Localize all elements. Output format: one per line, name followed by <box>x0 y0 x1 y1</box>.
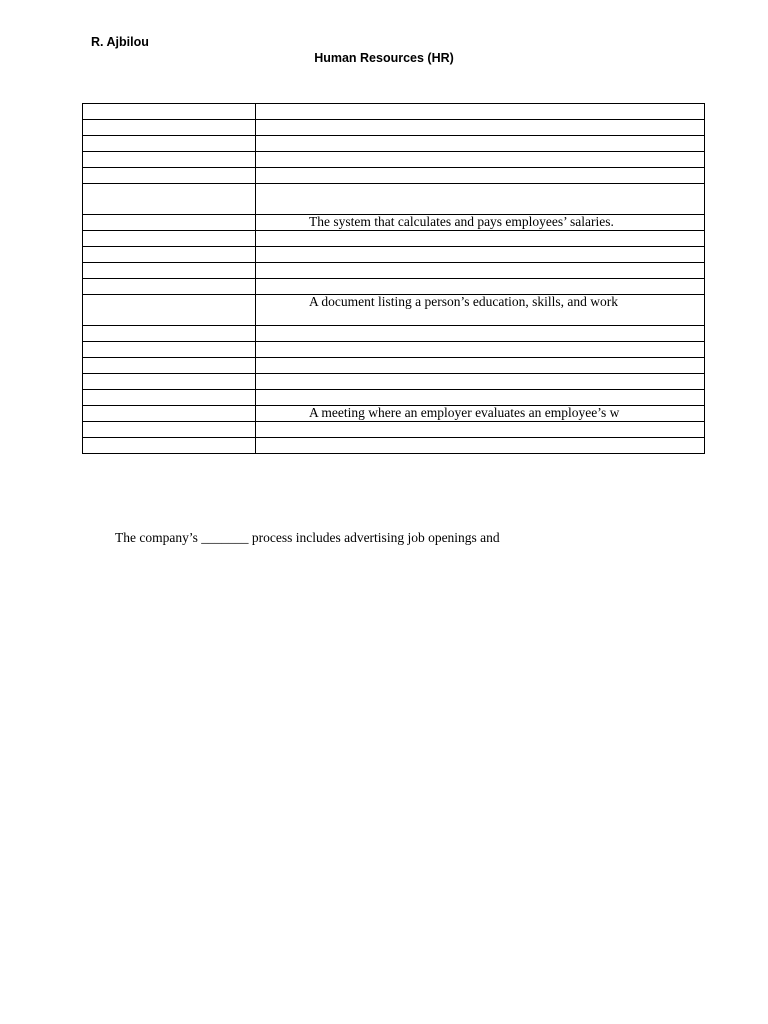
definition-cell <box>256 326 705 342</box>
term-cell <box>83 358 256 374</box>
table-row <box>83 374 705 390</box>
definition-cell <box>256 136 705 152</box>
definition-cell <box>256 247 705 263</box>
term-cell <box>83 295 256 326</box>
definition-cell <box>256 374 705 390</box>
author-name: R. Ajbilou <box>91 35 149 49</box>
definition-cell <box>256 168 705 184</box>
definition-cell <box>256 184 705 215</box>
table-row <box>83 247 705 263</box>
definition-cell <box>256 279 705 295</box>
table-row <box>83 136 705 152</box>
table-row <box>83 279 705 295</box>
table-row <box>83 390 705 406</box>
table-row <box>83 422 705 438</box>
table-row <box>83 184 705 215</box>
vocabulary-table <box>82 103 705 454</box>
term-cell <box>83 104 256 120</box>
term-cell <box>83 374 256 390</box>
term-cell <box>83 263 256 279</box>
table-row <box>83 120 705 136</box>
definition-cell <box>256 295 705 326</box>
definition-cell <box>256 215 705 231</box>
definition-cell <box>256 231 705 247</box>
definition-cell <box>256 120 705 136</box>
term-cell <box>83 231 256 247</box>
table-row <box>83 263 705 279</box>
term-cell <box>83 326 256 342</box>
term-cell <box>83 279 256 295</box>
term-cell <box>83 390 256 406</box>
term-cell <box>83 342 256 358</box>
definition-cell <box>256 422 705 438</box>
table-row <box>83 406 705 422</box>
definition-text: A meeting where an employer evaluates an employee’s w <box>309 405 620 420</box>
definition-cell <box>256 263 705 279</box>
definition-text: The system that calculates and pays employees’ salaries. <box>309 214 614 229</box>
definition-text: A document listing a person’s education, skills, and work <box>309 294 618 309</box>
definition-cell <box>256 342 705 358</box>
table-row <box>83 104 705 120</box>
term-cell <box>83 136 256 152</box>
term-cell <box>83 184 256 215</box>
term-cell <box>83 152 256 168</box>
table-row <box>83 152 705 168</box>
table-row <box>83 215 705 231</box>
definition-cell <box>256 152 705 168</box>
term-cell <box>83 215 256 231</box>
table-row <box>83 326 705 342</box>
term-cell <box>83 168 256 184</box>
table-row <box>83 358 705 374</box>
definition-cell <box>256 104 705 120</box>
definition-cell <box>256 406 705 422</box>
definition-cell <box>256 438 705 454</box>
term-cell <box>83 422 256 438</box>
term-cell <box>83 406 256 422</box>
term-cell <box>83 247 256 263</box>
table-row <box>83 231 705 247</box>
fill-in-sentence: The company’s _______ process includes advertising job openings and <box>115 530 500 545</box>
definition-cell <box>256 390 705 406</box>
table-row <box>83 342 705 358</box>
vocabulary-table-body <box>83 104 705 454</box>
page-title: Human Resources (HR) <box>314 51 454 65</box>
definition-cell <box>256 358 705 374</box>
table-row <box>83 168 705 184</box>
table-row <box>83 295 705 326</box>
table-row <box>83 438 705 454</box>
term-cell <box>83 120 256 136</box>
term-cell <box>83 438 256 454</box>
